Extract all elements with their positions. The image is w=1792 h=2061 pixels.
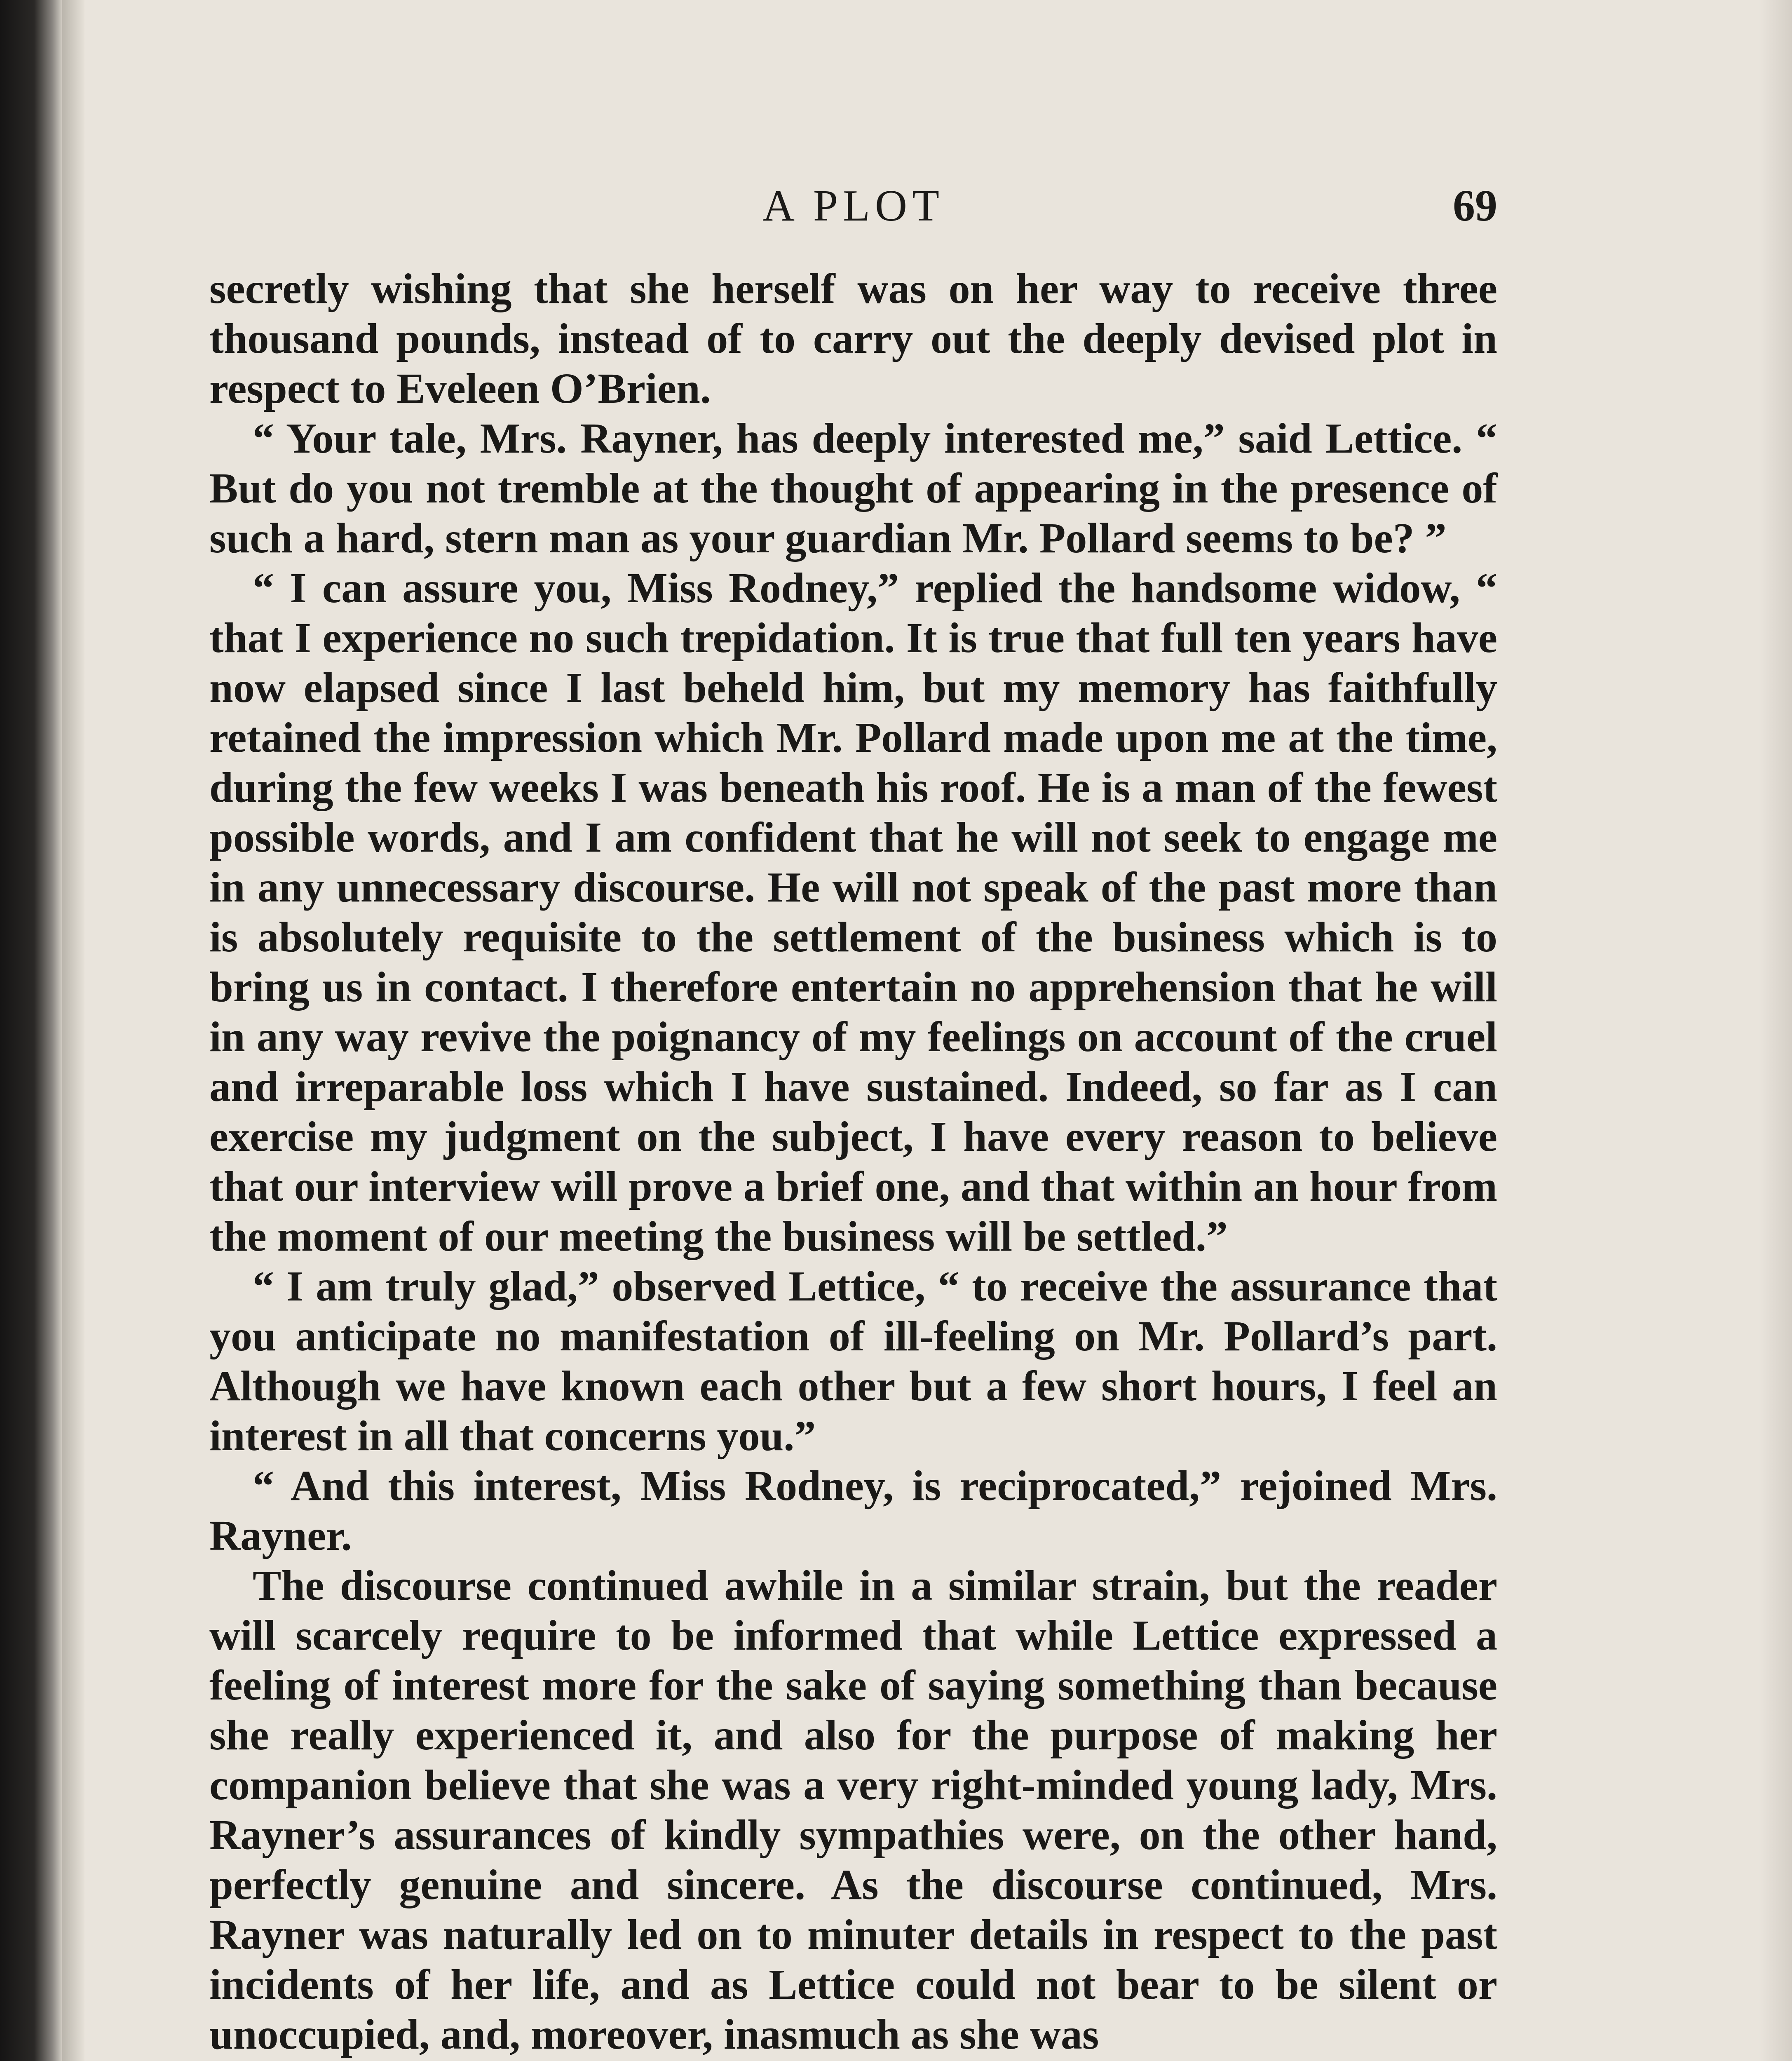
body-text: [209, 264, 1497, 2059]
paragraph: “ I am truly glad,” observed Lettice, “ to receive the assurance that you anticipate no manifestation of ill-feeling on Mr. Pollard’s part. Although we have known each other but a few short hours, I feel an interest in all that concerns you.”: [209, 1263, 1497, 1460]
running-head: [209, 173, 1497, 239]
paragraph: “ I can assure you, Miss Rodney,” replied the handsome widow, “ that I experience no such trepidation. It is true that full ten years have now elapsed since I last beheld him, but my memory has faithfully retained the impression which Mr. Pollard made upon me at the time, during the few weeks I was beneath his roof. He is a man of the fewest possible words, and I am confident that he will not seek to engage me in any unnecessary discourse. He will not speak of the past more than is absolutely requisite to the settlement of the business which is to bring us in contact. I therefore entertain no apprehension that he will in any way revive the poignancy of my feelings on account of the cruel and irreparable loss which I have sustained. Indeed, so far as I can exercise my judgment on the subject, I have every reason to believe that our interview will prove a brief one, and that within an hour from the moment of our meeting the business will be settled.”: [209, 564, 1497, 1260]
paragraph: secretly wishing that she herself was on her way to receive three thousand pounds, instead of to carry out the deeply devised plot in respect to Eveleen O’Brien.: [209, 265, 1497, 412]
paragraph: “ Your tale, Mrs. Rayner, has deeply interested me,” said Lettice. “ But do you not tremble at the thought of appearing in the presence of such a hard, stern man as your guardian Mr. Pollard seems to be? ”: [209, 415, 1497, 562]
page-number: 69: [1453, 181, 1497, 230]
paragraph: “ And this interest, Miss Rodney, is reciprocated,” rejoined Mrs. Rayner.: [209, 1462, 1497, 1559]
paragraph: The discourse continued awhile in a similar strain, but the reader will scarcely require to be informed that while Lettice expressed a feeling of interest more for the sake of saying something than because she really experienced it, and also for the purpose of making her companion believe that she was a very right-minded young lady, Mrs. Rayner’s assurances of kindly sympathies were, on the other hand, perfectly genuine and sincere. As the discourse continued, Mrs. Rayner was naturally led on to minuter details in respect to the past incidents of her life, and as Lettice could not bear to be silent or unoccupied, and, moreover, inasmuch as she was: [209, 1562, 1497, 2058]
scanner-edge: [0, 0, 62, 2061]
running-title: A PLOT: [762, 181, 945, 230]
page-fold: [62, 0, 84, 2061]
